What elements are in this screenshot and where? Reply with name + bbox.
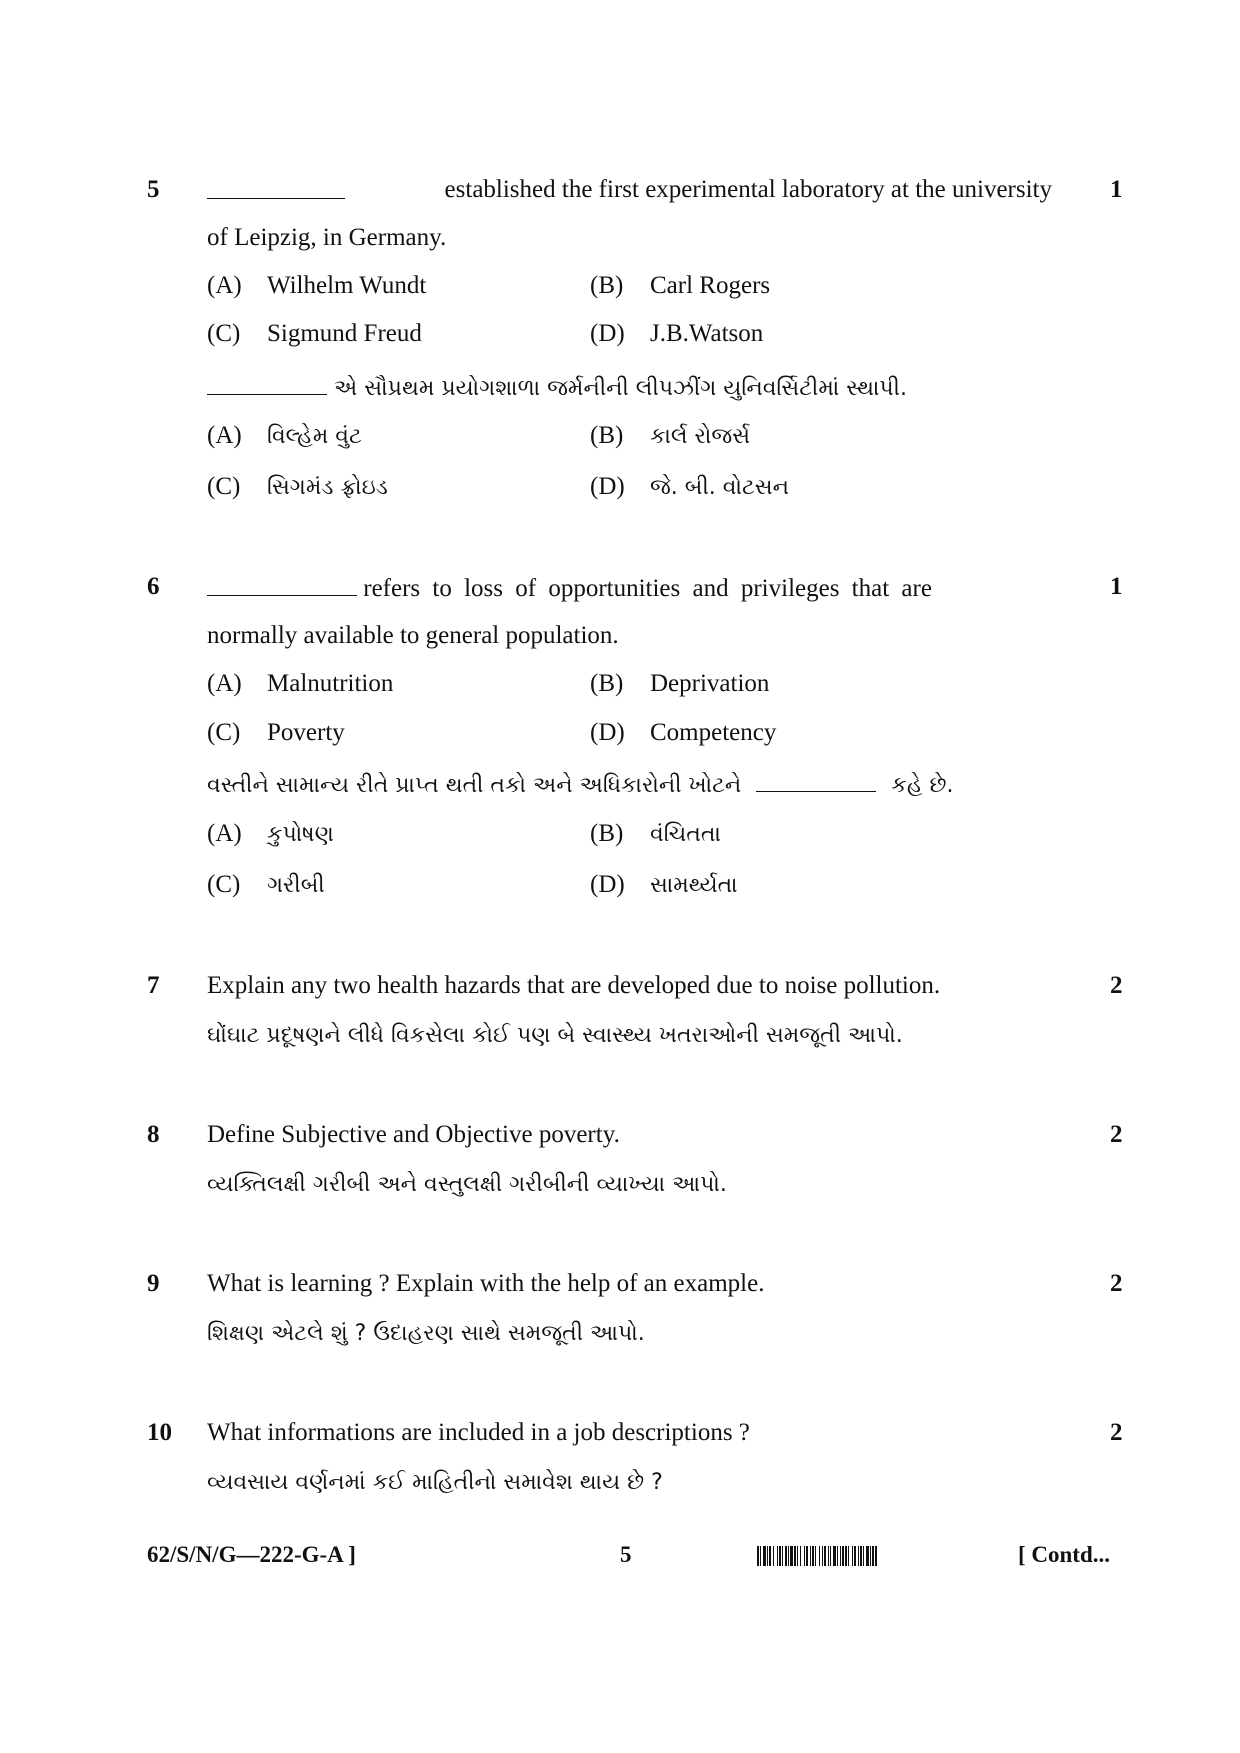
question-number: 7 xyxy=(147,972,160,999)
option-b-gujarati: (B) વંચિતતા xyxy=(590,820,721,847)
question-marks: 2 xyxy=(1110,1121,1123,1148)
option-d: (D) J.B.Watson xyxy=(590,320,764,347)
page-number: 5 xyxy=(620,1542,632,1567)
option-c: (C) Poverty xyxy=(207,719,345,746)
option-c-gujarati: (C) સિગમંડ ફ્રોઇડ xyxy=(207,473,388,500)
question-text-gujarati: ઘોંઘાટ પ્રદૂષણને લીધે વિકસેલા કોઈ પણ બે સ્વાસ્થ્ય ખતરાઓની સમજૂતી આપો. xyxy=(207,1023,903,1048)
question-text: What informations are included in a job descriptions ? xyxy=(207,1419,750,1446)
question-marks: 2 xyxy=(1110,1270,1123,1297)
option-b: (B) Carl Rogers xyxy=(590,272,771,299)
question-text-gujarati: એ સૌપ્રથમ પ્રયોગશાળા જર્મનીની લીપઝીંગ યુનિવર્સિટીમાં સ્થાપી. xyxy=(207,372,907,401)
question-text-gujarati: વ્યવસાય વર્ણનમાં કઈ માહિતીનો સમાવેશ થાય છે ? xyxy=(207,1470,663,1495)
option-a-gujarati: (A) વિલ્હેમ વુંટ xyxy=(207,422,362,449)
question-text-line2: of Leipzig, in Germany. xyxy=(207,224,447,251)
answer-blank xyxy=(207,372,327,395)
option-a: (A) Wilhelm Wundt xyxy=(207,272,427,299)
option-a: (A) Malnutrition xyxy=(207,670,394,697)
question-marks: 1 xyxy=(1110,573,1123,600)
answer-blank xyxy=(207,176,345,199)
continued-label: [ Contd... xyxy=(1018,1542,1111,1567)
question-number: 10 xyxy=(147,1419,172,1446)
barcode-stripe xyxy=(877,1546,878,1566)
question-text xyxy=(207,176,1052,204)
option-c: (C) Sigmund Freud xyxy=(207,320,422,347)
question-text-gujarati: વ્યક્તિલક્ષી ગરીબી અને વસ્તુલક્ષી ગરીબીની વ્યાખ્યા આપો. xyxy=(207,1172,727,1197)
question-text-gujarati: શિક્ષણ એટલે શું ? ઉદાહરણ સાથે સમજૂતી આપો. xyxy=(207,1321,645,1346)
question-marks: 2 xyxy=(1110,1419,1123,1446)
question-text: Explain any two health hazards that are developed due to noise pollution. xyxy=(207,972,941,999)
option-d: (D) Competency xyxy=(590,719,777,746)
option-d-gujarati: (D) જે. બી. વોટસન xyxy=(590,473,789,500)
option-a-gujarati: (A) કુપોષણ xyxy=(207,820,334,847)
option-b-gujarati: (B) કાર્લ રોજર્સ xyxy=(590,422,751,449)
question-marks: 2 xyxy=(1110,972,1123,999)
option-d-gujarati: (D) સામર્થ્યતા xyxy=(590,871,738,898)
barcode xyxy=(757,1546,991,1566)
question-text-gujarati: વસ્તીને સામાન્ય રીતે પ્રાપ્ત થતી તકો અને અધિકારોની ખોટને કહે છે. xyxy=(207,769,953,798)
question-number: 6 xyxy=(147,573,160,600)
option-c-gujarati: (C) ગરીબી xyxy=(207,871,325,898)
question-text: What is learning ? Explain with the help of an example. xyxy=(207,1270,765,1297)
question-text-line2: normally available to general population. xyxy=(207,622,619,649)
answer-blank xyxy=(756,769,876,792)
question-number: 9 xyxy=(147,1270,160,1297)
question-marks: 1 xyxy=(1110,176,1123,203)
question-number: 5 xyxy=(147,176,160,203)
option-b: (B) Deprivation xyxy=(590,670,770,697)
answer-blank xyxy=(207,573,357,596)
question-text-rest: established the first experimental laboratory at the university xyxy=(444,176,1052,203)
question-text: Define Subjective and Objective poverty. xyxy=(207,1121,620,1148)
question-text: refers to loss of opportunities and privileges that are xyxy=(207,573,932,603)
question-number: 8 xyxy=(147,1121,160,1148)
paper-code: 62/S/N/G—222-G-A ] xyxy=(147,1542,356,1567)
